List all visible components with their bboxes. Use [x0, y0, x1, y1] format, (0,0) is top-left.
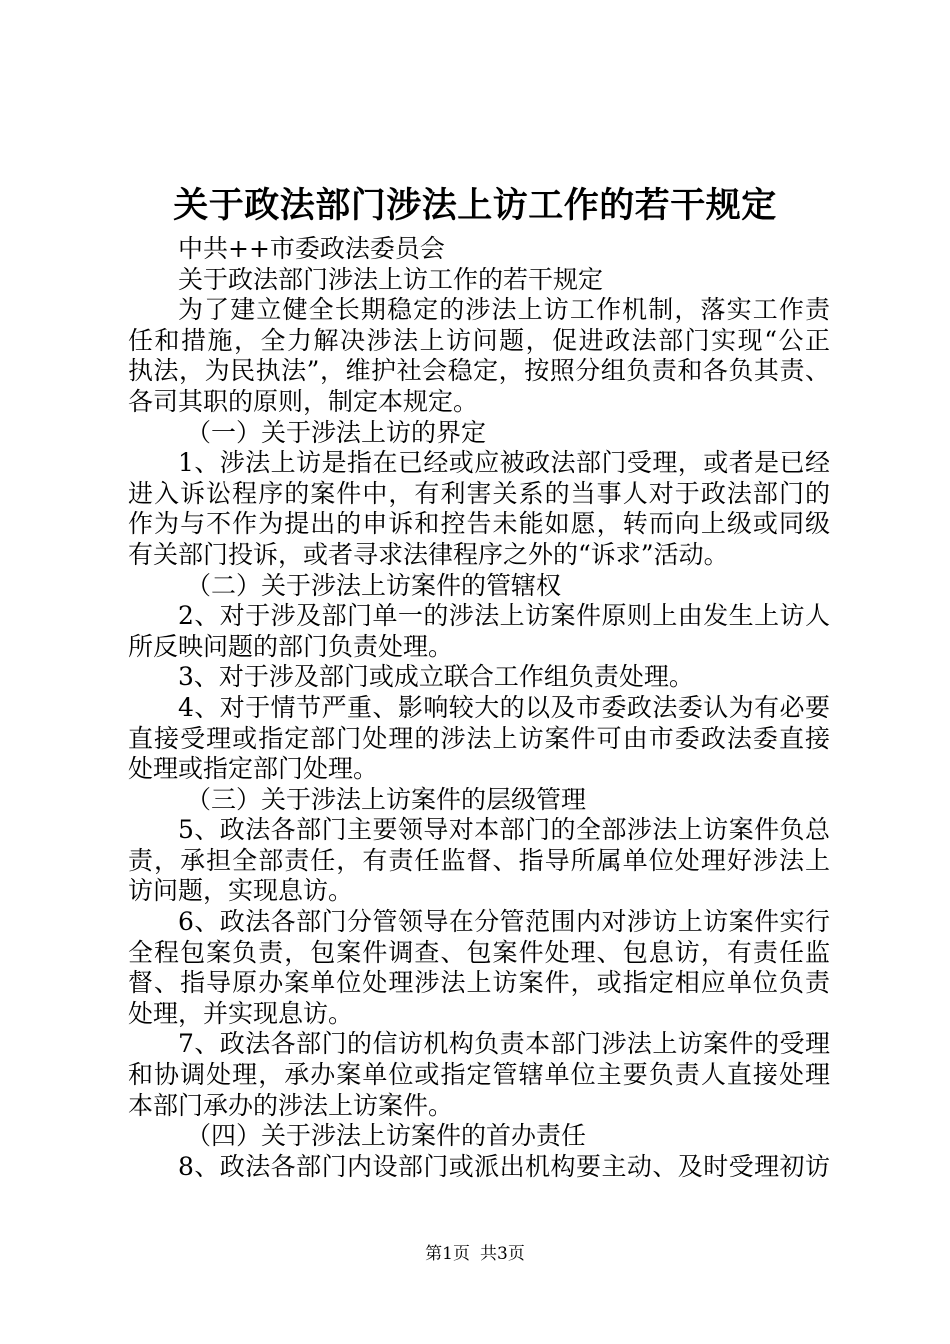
- text-line: 5、政法各部门主要领导对本部门的全部涉法上访案件负总: [178, 815, 830, 845]
- text-line: （三）关于涉法上访案件的层级管理: [186, 784, 587, 814]
- text-line: 有关部门投诉，或者寻求法律程序之外的“诉求”活动。: [128, 539, 729, 569]
- text-line: 4、对于情节严重、影响较大的以及市委政法委认为有必要: [178, 692, 830, 722]
- text-line: 本部门承办的涉法上访案件。: [128, 1090, 454, 1120]
- text-line: 各司其职的原则，制定本规定。: [128, 386, 479, 416]
- text-line: 3、对于涉及部门或成立联合工作组负责处理。: [178, 662, 694, 692]
- text-line: 为了建立健全长期稳定的涉法上访工作机制，落实工作责: [178, 295, 830, 325]
- text-line: 任和措施，全力解决涉法上访问题，促进政法部门实现“公正: [128, 325, 830, 355]
- text-line: 8、政法各部门内设部门或派出机构要主动、及时受理初访: [178, 1151, 830, 1181]
- text-line: 2、对于涉及部门单一的涉法上访案件原则上由发生上访人: [178, 601, 830, 631]
- text-line: 和协调处理，承办案单位或指定管辖单位主要负责人直接处理: [128, 1060, 830, 1090]
- text-line: 处理或指定部门处理。: [128, 754, 379, 784]
- text-line: 关于政法部门涉法上访工作的若干规定: [178, 264, 604, 294]
- text-line: 直接受理或指定部门处理的涉法上访案件可由市委政法委直接: [128, 723, 830, 753]
- text-line: 处理，并实现息访。: [128, 998, 354, 1028]
- document-body: [128, 234, 830, 1182]
- text-line: 所反映问题的部门负责处理。: [128, 631, 454, 661]
- text-line: 6、政法各部门分管领导在分管范围内对涉访上访案件实行: [178, 907, 830, 937]
- document-title: 关于政法部门涉法上访工作的若干规定: [173, 185, 777, 226]
- page-footer: [0, 1242, 950, 1266]
- text-line: 7、政法各部门的信访机构负责本部门涉法上访案件的受理: [178, 1029, 830, 1059]
- text-line: 执法，为民执法”，维护社会稳定，按照分组负责和各负其责、: [128, 356, 830, 386]
- text-line: 中共++市委政法委员会: [178, 234, 445, 263]
- page-number: 第1页: [425, 1244, 470, 1264]
- text-line: （二）关于涉法上访案件的管辖权: [186, 570, 562, 600]
- text-line: 作为与不作为提出的申诉和控告未能如愿，转而向上级或同级: [128, 509, 830, 539]
- page-total: 共3页: [480, 1244, 525, 1264]
- text-line: 访问题，实现息访。: [128, 876, 354, 906]
- text-line: 进入诉讼程序的案件中，有利害关系的当事人对于政法部门的: [128, 478, 830, 508]
- text-line: （一）关于涉法上访的界定: [186, 417, 487, 447]
- text-line: （四）关于涉法上访案件的首办责任: [186, 1121, 587, 1151]
- text-line: 督、指导原办案单位处理涉法上访案件，或指定相应单位负责: [128, 968, 830, 998]
- text-line: 责，承担全部责任，有责任监督、指导所属单位处理好涉法上: [128, 845, 830, 875]
- text-line: 全程包案负责，包案件调查、包案件处理、包息访，有责任监: [128, 937, 830, 967]
- text-line: 1、涉法上访是指在已经或应被政法部门受理，或者是已经: [178, 448, 830, 478]
